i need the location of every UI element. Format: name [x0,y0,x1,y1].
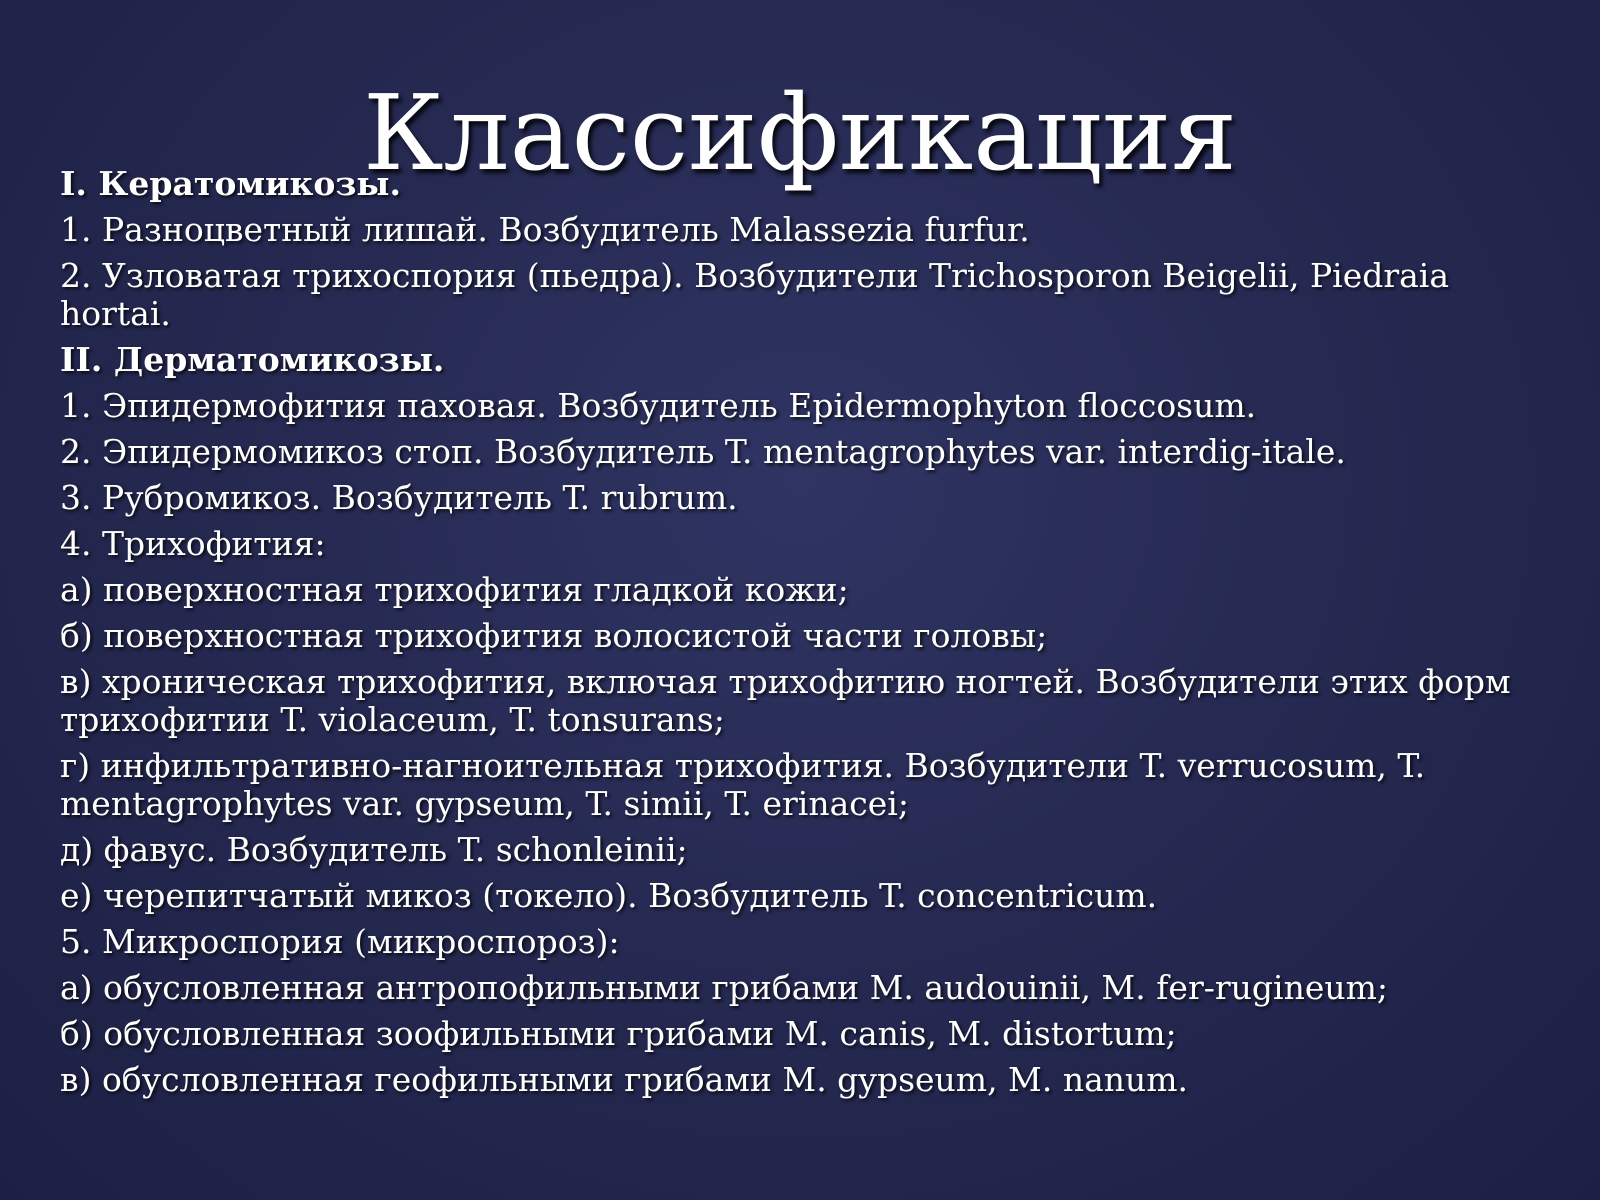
slide-title: Классификация [363,72,1237,194]
list-item: а) обусловленная антропофильными грибами M. audouinii, M. fer-rugineum; [60,968,1389,1007]
heading-keratomycoses: I. Кератомикозы. [60,164,401,203]
list-item: е) черепитчатый микоз (токело). Возбудитель T. concentricum. [60,876,1158,915]
slide-content [60,165,1560,1107]
heading-dermatomycoses: II. Дерматомикозы. [60,340,445,379]
list-item: 5. Микроспория (микроспороз): [60,922,620,961]
list-item: б) обусловленная зоофильными грибами M. canis, M. distortum; [60,1014,1177,1053]
list-item: 1. Эпидермофития паховая. Возбудитель Epidermophyton floccosum. [60,386,1257,425]
list-item: 4. Трихофития: [60,524,326,563]
list-item: в) обусловленная геофильными грибами M. gypseum, M. nanum. [60,1060,1189,1099]
list-item: а) поверхностная трихофития гладкой кожи; [60,570,849,609]
list-item: в) хроническая трихофития, включая трихофитию ногтей. Возбудители этих форм трихофитии T. violaceum, T. tonsurans; [60,662,1511,739]
list-item: 3. Рубромикоз. Возбудитель T. rubrum. [60,478,738,517]
list-item: г) инфильтративно-нагноительная трихофития. Возбудители T. verrucosum, T. mentagrophytes var. gypseum, T. simii, T. erinacei; [60,746,1426,823]
list-item: д) фавус. Возбудитель T. schonleinii; [60,830,688,869]
list-item: 2. Узловатая трихоспория (пьедра). Возбудители Trichosporon Beigelii, Piedraia hortai. [60,256,1450,333]
list-item: 1. Разноцветный лишай. Возбудитель Malassezia furfur. [60,210,1030,249]
list-item: 2. Эпидермомикоз стоп. Возбудитель T. mentagrophytes var. interdig-itale. [60,432,1346,471]
list-item: б) поверхностная трихофития волосистой части головы; [60,616,1048,655]
